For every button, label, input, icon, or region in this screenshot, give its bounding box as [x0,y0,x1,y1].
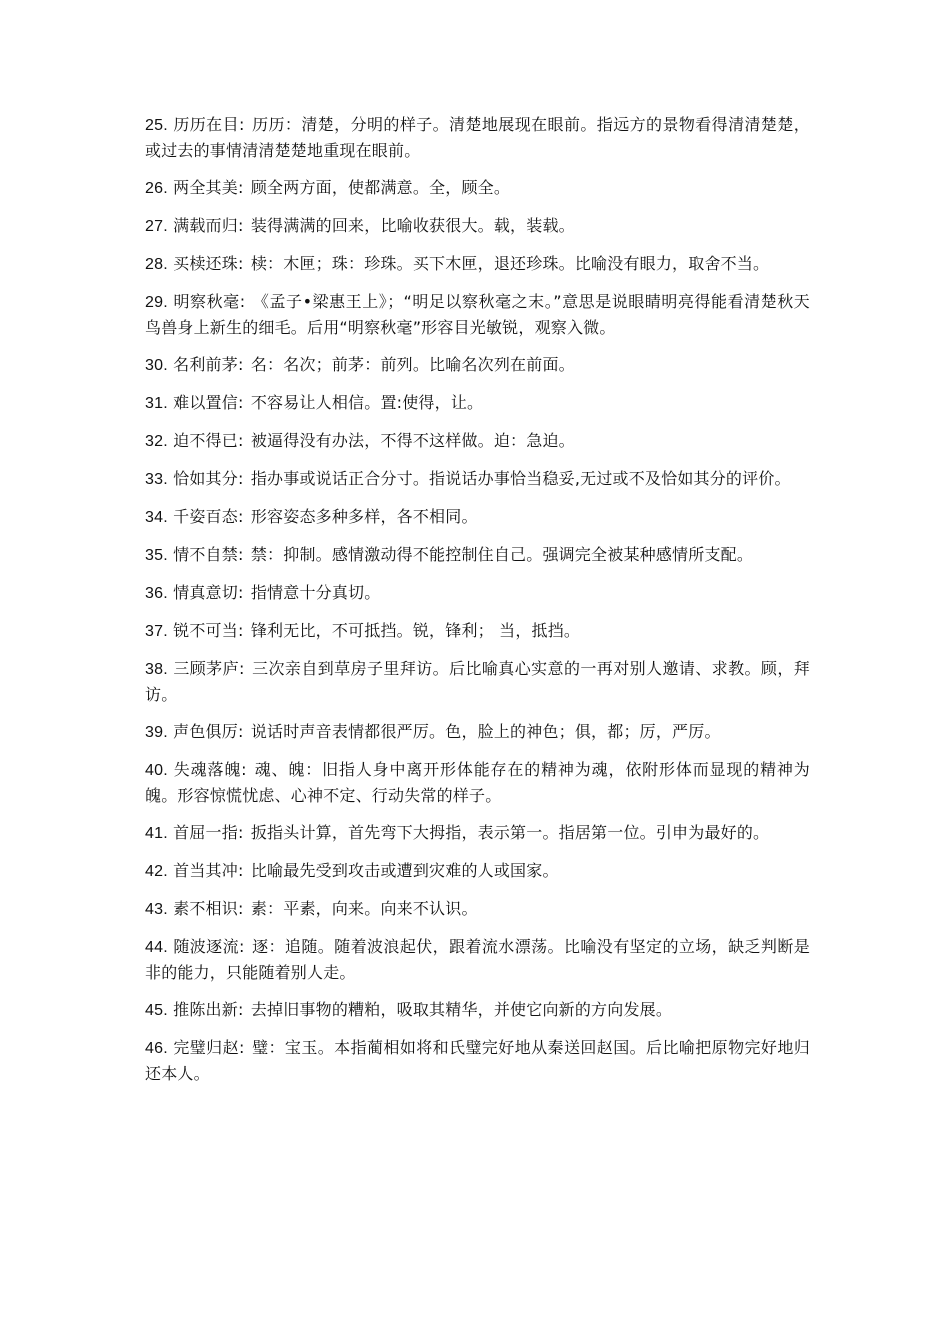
idiom-entry [145,466,810,492]
idiom-entry [145,858,810,884]
entry-definition: 璧：宝玉。本指蔺相如将和氏璧完好地从秦送回赵国。后比喻把原物完好地归还本人。 [145,1038,810,1083]
entry-number: 36. [145,585,168,602]
entry-term: 素不相识 [173,899,238,918]
entry-separator: : [237,469,249,488]
document-page [145,112,810,1098]
entry-term: 明察秋毫 [173,292,240,311]
entry-definition: 形容姿态多种多样，各不相同。 [250,507,478,526]
entry-number: 33. [145,471,168,488]
idiom-entry [145,112,810,163]
entry-number: 45. [145,1002,168,1019]
idiom-entry [145,820,810,846]
entry-definition: 比喻最先受到攻击或遭到灾难的人或国家。 [250,861,559,880]
idiom-entry [145,580,810,606]
entry-term: 买椟还珠 [173,254,238,273]
entry-separator: : [237,583,249,602]
entry-separator: : [239,115,251,134]
entry-definition: 素：平素，向来。向来不认识。 [250,899,478,918]
entry-number: 34. [145,509,168,526]
entry-number: 42. [145,863,168,880]
idiom-entry [145,1035,810,1086]
entry-definition: 魂、魄：旧指人身中离开形体能存在的精神为魂，依附形体而显现的精神为魄。形容惊慌忧虑、心神不定、行动失常的样子。 [145,760,810,805]
idiom-entry [145,428,810,454]
entry-number: 31. [145,395,168,412]
entry-separator: : [237,178,249,197]
entry-term: 难以置信 [173,393,238,412]
entry-definition: 逐：追随。随着波浪起伏，跟着流水漂荡。比喻没有坚定的立场，缺乏判断是非的能力，只能随着别人走。 [145,937,810,982]
idiom-entry [145,997,810,1023]
entry-number: 39. [145,724,168,741]
entry-term: 两全其美 [173,178,238,197]
entry-definition: 指情意十分真切。 [250,583,381,602]
entry-term: 三顾茅庐 [173,659,239,678]
entry-term: 锐不可当 [173,621,238,640]
entry-definition: 锋利无比，不可抵挡。锐，锋利； 当，抵挡。 [250,621,581,640]
entry-number: 35. [145,547,168,564]
entry-term: 推陈出新 [173,1000,238,1019]
idiom-entry [145,390,810,416]
entry-definition: 说话时声音表情都很严厉。色，脸上的神色；俱，都；厉，严厉。 [250,722,721,741]
entry-separator: : [239,292,251,311]
idiom-entry [145,175,810,201]
entry-separator: : [241,760,253,779]
entry-term: 情不自禁 [173,545,238,564]
idiom-entry [145,719,810,745]
entry-separator: : [237,1000,249,1019]
entry-term: 完璧归赵 [173,1038,239,1057]
entry-term: 满载而归 [173,216,238,235]
entry-definition: 扳指头计算，首先弯下大拇指，表示第一。指居第一位。引申为最好的。 [250,823,770,842]
entry-term: 随波逐流 [173,937,239,956]
entry-number: 25. [145,117,168,134]
entry-separator: : [239,937,251,956]
entry-term: 恰如其分 [173,469,238,488]
entry-definition: 指办事或说话正合分寸。指说话办事恰当稳妥,无过或不及恰如其分的评价。 [250,469,791,488]
entry-separator: : [237,545,249,564]
entry-number: 32. [145,433,168,450]
idiom-entry [145,289,810,340]
idiom-entry [145,618,810,644]
entry-definition: 椟：木匣；珠：珍珠。买下木匣，退还珍珠。比喻没有眼力，取舍不当。 [250,254,770,273]
idiom-entry [145,504,810,530]
entry-separator: : [237,431,249,450]
idiom-entry [145,542,810,568]
entry-separator: : [237,861,249,880]
entry-definition: 禁：抑制。感情激动得不能控制住自己。强调完全被某种感情所支配。 [250,545,754,564]
entry-separator: : [237,507,249,526]
entry-number: 26. [145,180,168,197]
entry-number: 28. [145,256,168,273]
entry-definition: 被逼得没有办法，不得不这样做。迫：急迫。 [250,431,575,450]
entry-definition: 装得满满的回来，比喻收获很大。载，装载。 [250,216,575,235]
entry-separator: : [237,216,249,235]
entry-term: 历历在目 [173,115,239,134]
entry-term: 名利前茅 [173,355,238,374]
entry-number: 44. [145,939,168,956]
idiom-entry [145,352,810,378]
idiom-entry [145,896,810,922]
entry-term: 失魂落魄 [173,760,242,779]
entry-term: 声色俱厉 [173,722,238,741]
entry-separator: : [239,659,251,678]
entry-term: 首屈一指 [173,823,238,842]
entry-number: 40. [145,762,168,779]
entry-separator: : [237,722,249,741]
entry-definition: 顾全两方面，使都满意。全，顾全。 [250,178,511,197]
entry-number: 37. [145,623,168,640]
entry-number: 43. [145,901,168,918]
idiom-entry [145,757,810,808]
idiom-entry [145,213,810,239]
entry-separator: : [237,393,249,412]
entry-term: 迫不得已 [173,431,238,450]
entry-definition: 名：名次；前茅：前列。比喻名次列在前面。 [250,355,575,374]
entry-separator: : [239,1038,251,1057]
entry-definition: 去掉旧事物的糟粕，吸取其精华，并使它向新的方向发展。 [250,1000,673,1019]
entry-term: 情真意切 [173,583,238,602]
entry-separator: : [237,254,249,273]
entry-definition: 历历：清楚，分明的样子。清楚地展现在眼前。指远方的景物看得清清楚楚，或过去的事情清清楚楚地重现在眼前。 [145,115,810,160]
idiom-entry [145,251,810,277]
entry-separator: : [237,823,249,842]
entry-separator: : [237,355,249,374]
entry-number: 46. [145,1040,168,1057]
entry-number: 30. [145,357,168,374]
entry-number: 38. [145,661,168,678]
idiom-entry [145,934,810,985]
entry-number: 29. [145,294,168,311]
entry-definition: 《孟子•梁惠王上》；“明足以察秋毫之末。”意思是说眼睛明亮得能看清楚秋天鸟兽身上新生的细毛。后用“明察秋毫”形容目光敏锐，观察入微。 [145,292,810,337]
entry-term: 千姿百态 [173,507,238,526]
entry-term: 首当其冲 [173,861,238,880]
entry-separator: : [237,899,249,918]
entry-number: 27. [145,218,168,235]
idiom-entry [145,656,810,707]
entry-number: 41. [145,825,168,842]
entry-separator: : [237,621,249,640]
entry-definition: 三次亲自到草房子里拜访。后比喻真心实意的一再对别人邀请、求教。顾，拜访。 [145,659,810,704]
entry-definition: 不容易让人相信。置:使得，让。 [250,393,484,412]
